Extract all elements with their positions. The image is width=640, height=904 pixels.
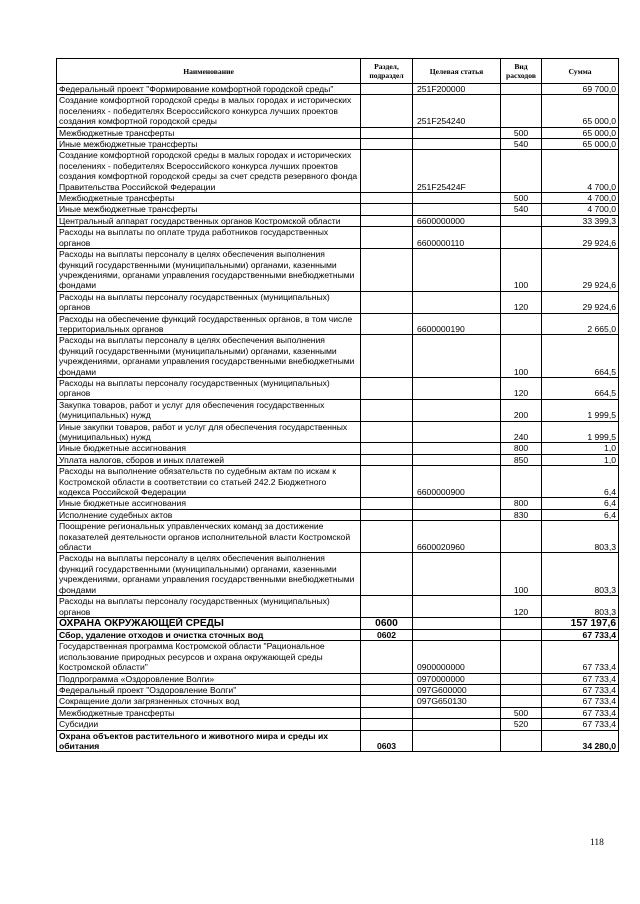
row-sum: 67 733,4: [542, 696, 619, 707]
row-type: 500: [501, 193, 542, 204]
row-type: [501, 641, 542, 673]
table-row: [57, 454, 619, 465]
row-type: 500: [501, 707, 542, 718]
table-row: [57, 139, 619, 150]
table-row: [57, 313, 619, 335]
row-sum: 2 665,0: [542, 313, 619, 335]
row-type: [501, 84, 542, 95]
row-type: 800: [501, 443, 542, 454]
header-row: [57, 59, 619, 84]
table-row: [57, 641, 619, 673]
row-target: [413, 399, 501, 421]
row-target: [413, 454, 501, 465]
row-sum: 6,4: [542, 498, 619, 509]
table-row: [57, 127, 619, 138]
row-type: [501, 684, 542, 695]
row-sum: 4 700,0: [542, 193, 619, 204]
row-target: 6600020960: [413, 521, 501, 553]
row-name: Расходы на выплаты по оплате труда работников государственных органов: [57, 227, 361, 249]
row-name: Межбюджетные трансферты: [57, 127, 361, 138]
header-target: Целевая статья: [413, 59, 501, 84]
row-type: 850: [501, 454, 542, 465]
row-name: Иные бюджетные ассигнования: [57, 498, 361, 509]
row-type: 800: [501, 498, 542, 509]
row-section: [361, 377, 413, 399]
row-type: 240: [501, 421, 542, 443]
row-target: 097G600000: [413, 684, 501, 695]
table-row: [57, 249, 619, 292]
row-section: [361, 227, 413, 249]
row-sum: 4 700,0: [542, 150, 619, 193]
row-section: 0603: [361, 730, 413, 752]
row-type: [501, 696, 542, 707]
row-section: [361, 335, 413, 378]
row-sum: 65 000,0: [542, 95, 619, 127]
row-sum: 1 999,5: [542, 399, 619, 421]
row-target: [413, 730, 501, 752]
table-row: [57, 335, 619, 378]
table-row: [57, 377, 619, 399]
row-type: 120: [501, 596, 542, 618]
table-row: [57, 150, 619, 193]
table-row: [57, 204, 619, 215]
header-sum: Сумма: [542, 59, 619, 84]
row-type: 830: [501, 509, 542, 520]
row-sum: 664,5: [542, 335, 619, 378]
row-type: 120: [501, 377, 542, 399]
row-target: 097G650130: [413, 696, 501, 707]
row-name: Расходы на выполнение обязательств по судебным актам по искам к Костромской области в соответствии со статьей 242.2 Бюджетного кодекса Российской Федерации: [57, 466, 361, 498]
row-sum: 33 399,3: [542, 215, 619, 226]
row-name: Иные межбюджетные трансферты: [57, 204, 361, 215]
row-name: Сокращение доли загрязненных сточных вод: [57, 696, 361, 707]
table-row: [57, 95, 619, 127]
row-section: [361, 84, 413, 95]
table-row: [57, 291, 619, 313]
row-section: 0602: [361, 629, 413, 640]
header-section: Раздел, подраздел: [361, 59, 413, 84]
row-type: 100: [501, 553, 542, 596]
row-target: [413, 553, 501, 596]
row-target: 6600000190: [413, 313, 501, 335]
row-target: 0970000000: [413, 673, 501, 684]
row-type: 100: [501, 335, 542, 378]
row-target: 6600000900: [413, 466, 501, 498]
row-type: 120: [501, 291, 542, 313]
table-row: [57, 193, 619, 204]
row-name: Межбюджетные трансферты: [57, 193, 361, 204]
table-row: [57, 596, 619, 618]
table-row: [57, 684, 619, 695]
row-sum: 67 733,4: [542, 641, 619, 673]
row-name: Расходы на выплаты персоналу государственных (муниципальных) органов: [57, 377, 361, 399]
row-target: [413, 707, 501, 718]
table-row: [57, 553, 619, 596]
row-section: 0600: [361, 617, 413, 629]
row-type: [501, 629, 542, 640]
row-sum: 803,3: [542, 596, 619, 618]
row-sum: 157 197,6: [542, 617, 619, 629]
row-section: [361, 673, 413, 684]
row-target: [413, 509, 501, 520]
row-name: Создание комфортной городской среды в малых городах и исторических поселениях - победителях Всероссийского конкурса лучших проектов создания комфортной городской среды: [57, 95, 361, 127]
table-row: [57, 399, 619, 421]
row-sum: 67 733,4: [542, 719, 619, 730]
row-section: [361, 95, 413, 127]
row-type: 500: [501, 127, 542, 138]
row-target: [413, 596, 501, 618]
row-target: 251F25424F: [413, 150, 501, 193]
header-name: Наименование: [57, 59, 361, 84]
row-target: [413, 139, 501, 150]
table-row: [57, 215, 619, 226]
row-section: [361, 707, 413, 718]
row-type: [501, 673, 542, 684]
row-sum: 65 000,0: [542, 139, 619, 150]
row-sum: 29 924,6: [542, 227, 619, 249]
row-type: [501, 521, 542, 553]
table-row: [57, 617, 619, 629]
table-row: [57, 521, 619, 553]
row-section: [361, 204, 413, 215]
row-type: [501, 215, 542, 226]
table-row: [57, 443, 619, 454]
row-section: [361, 249, 413, 292]
row-type: [501, 95, 542, 127]
row-name: Расходы на выплаты персоналу в целях обеспечения выполнения функций государственными (муниципальными) органами, казенными учреждениями, органами управления государственными внебюджетными фондами: [57, 335, 361, 378]
page-number: 118: [590, 838, 604, 848]
row-target: 251F254240: [413, 95, 501, 127]
row-section: [361, 421, 413, 443]
row-type: 200: [501, 399, 542, 421]
table-row: [57, 509, 619, 520]
row-target: [413, 377, 501, 399]
row-section: [361, 509, 413, 520]
row-target: [413, 629, 501, 640]
row-type: 520: [501, 719, 542, 730]
row-section: [361, 215, 413, 226]
row-section: [361, 399, 413, 421]
table-row: [57, 466, 619, 498]
row-target: 0900000000: [413, 641, 501, 673]
row-name: Расходы на выплаты персоналу в целях обеспечения выполнения функций государственными (муниципальными) органами, казенными учреждениями, органами управления государственными внебюджетными фондами: [57, 249, 361, 292]
row-type: 540: [501, 139, 542, 150]
row-section: [361, 150, 413, 193]
row-sum: 6,4: [542, 509, 619, 520]
row-target: [413, 421, 501, 443]
row-name: Центральный аппарат государственных органов Костромской области: [57, 215, 361, 226]
row-name: Иные межбюджетные трансферты: [57, 139, 361, 150]
table-row: [57, 498, 619, 509]
row-target: 6600000110: [413, 227, 501, 249]
table-row: [57, 227, 619, 249]
row-target: [413, 443, 501, 454]
row-type: [501, 313, 542, 335]
header-type: Вид расходов: [501, 59, 542, 84]
table-row: [57, 629, 619, 640]
row-name: Расходы на выплаты персоналу в целях обеспечения выполнения функций государственными (муниципальными) органами, казенными учреждениями, органами управления государственными внебюджетными фондами: [57, 553, 361, 596]
row-target: [413, 617, 501, 629]
row-section: [361, 466, 413, 498]
row-target: [413, 498, 501, 509]
row-section: [361, 719, 413, 730]
row-name: Государственная программа Костромской области "Рациональное использование природных ресурсов и охрана окружающей среды Костромской области": [57, 641, 361, 673]
row-section: [361, 291, 413, 313]
row-sum: 29 924,6: [542, 249, 619, 292]
row-target: 251F200000: [413, 84, 501, 95]
table-row: [57, 730, 619, 752]
row-sum: 67 733,4: [542, 684, 619, 695]
row-name: Сбор, удаление отходов и очистка сточных вод: [57, 629, 361, 640]
row-section: [361, 641, 413, 673]
row-type: [501, 730, 542, 752]
row-section: [361, 521, 413, 553]
row-name: Расходы на обеспечение функций государственных органов, в том числе территориальных органов: [57, 313, 361, 335]
row-target: [413, 193, 501, 204]
row-target: [413, 127, 501, 138]
row-sum: 1,0: [542, 443, 619, 454]
budget-table: [56, 58, 619, 752]
row-target: [413, 249, 501, 292]
row-target: 6600000000: [413, 215, 501, 226]
row-target: [413, 204, 501, 215]
row-name: Расходы на выплаты персоналу государственных (муниципальных) органов: [57, 596, 361, 618]
row-section: [361, 596, 413, 618]
row-sum: 67 733,4: [542, 629, 619, 640]
row-type: [501, 617, 542, 629]
table-row: [57, 673, 619, 684]
row-section: [361, 443, 413, 454]
row-name: ОХРАНА ОКРУЖАЮЩЕЙ СРЕДЫ: [57, 617, 361, 629]
row-section: [361, 498, 413, 509]
table-row: [57, 421, 619, 443]
row-section: [361, 193, 413, 204]
row-sum: 6,4: [542, 466, 619, 498]
row-name: Иные бюджетные ассигнования: [57, 443, 361, 454]
row-name: Закупка товаров, работ и услуг для обеспечения государственных (муниципальных) нужд: [57, 399, 361, 421]
row-name: Межбюджетные трансферты: [57, 707, 361, 718]
row-sum: 67 733,4: [542, 673, 619, 684]
row-name: Федеральный проект "Оздоровление Волги": [57, 684, 361, 695]
table-row: [57, 84, 619, 95]
row-name: Поощрение региональных управленческих команд за достижение показателей деятельности органов исполнительной власти Костромской области: [57, 521, 361, 553]
row-sum: 34 280,0: [542, 730, 619, 752]
row-name: Подпрограмма «Оздоровление Волги»: [57, 673, 361, 684]
table-row: [57, 696, 619, 707]
row-target: [413, 719, 501, 730]
row-section: [361, 553, 413, 596]
row-section: [361, 684, 413, 695]
row-name: Субсидии: [57, 719, 361, 730]
row-sum: 1 999,5: [542, 421, 619, 443]
row-section: [361, 696, 413, 707]
row-sum: 803,3: [542, 553, 619, 596]
row-name: Федеральный проект "Формирование комфортной городской среды": [57, 84, 361, 95]
row-sum: 4 700,0: [542, 204, 619, 215]
row-type: [501, 150, 542, 193]
row-sum: 803,3: [542, 521, 619, 553]
row-sum: 67 733,4: [542, 707, 619, 718]
row-type: 100: [501, 249, 542, 292]
row-name: Создание комфортной городской среды в малых городах и исторических поселениях - победителях Всероссийского конкурса лучших проектов создания комфортной городской среды за счет средств резервного фонда Правительства Российской Федерации: [57, 150, 361, 193]
row-target: [413, 291, 501, 313]
row-name: Исполнение судебных актов: [57, 509, 361, 520]
table-body: [57, 84, 619, 752]
row-section: [361, 127, 413, 138]
row-target: [413, 335, 501, 378]
row-sum: 65 000,0: [542, 127, 619, 138]
row-section: [361, 454, 413, 465]
row-type: [501, 227, 542, 249]
table-row: [57, 707, 619, 718]
row-sum: 664,5: [542, 377, 619, 399]
row-type: 540: [501, 204, 542, 215]
row-sum: 29 924,6: [542, 291, 619, 313]
row-name: Охрана объектов растительного и животного мира и среды их обитания: [57, 730, 361, 752]
row-type: [501, 466, 542, 498]
row-name: Уплата налогов, сборов и иных платежей: [57, 454, 361, 465]
row-name: Иные закупки товаров, работ и услуг для обеспечения государственных (муниципальных) нужд: [57, 421, 361, 443]
row-sum: 1,0: [542, 454, 619, 465]
row-sum: 69 700,0: [542, 84, 619, 95]
row-section: [361, 139, 413, 150]
row-name: Расходы на выплаты персоналу государственных (муниципальных) органов: [57, 291, 361, 313]
table-row: [57, 719, 619, 730]
row-section: [361, 313, 413, 335]
